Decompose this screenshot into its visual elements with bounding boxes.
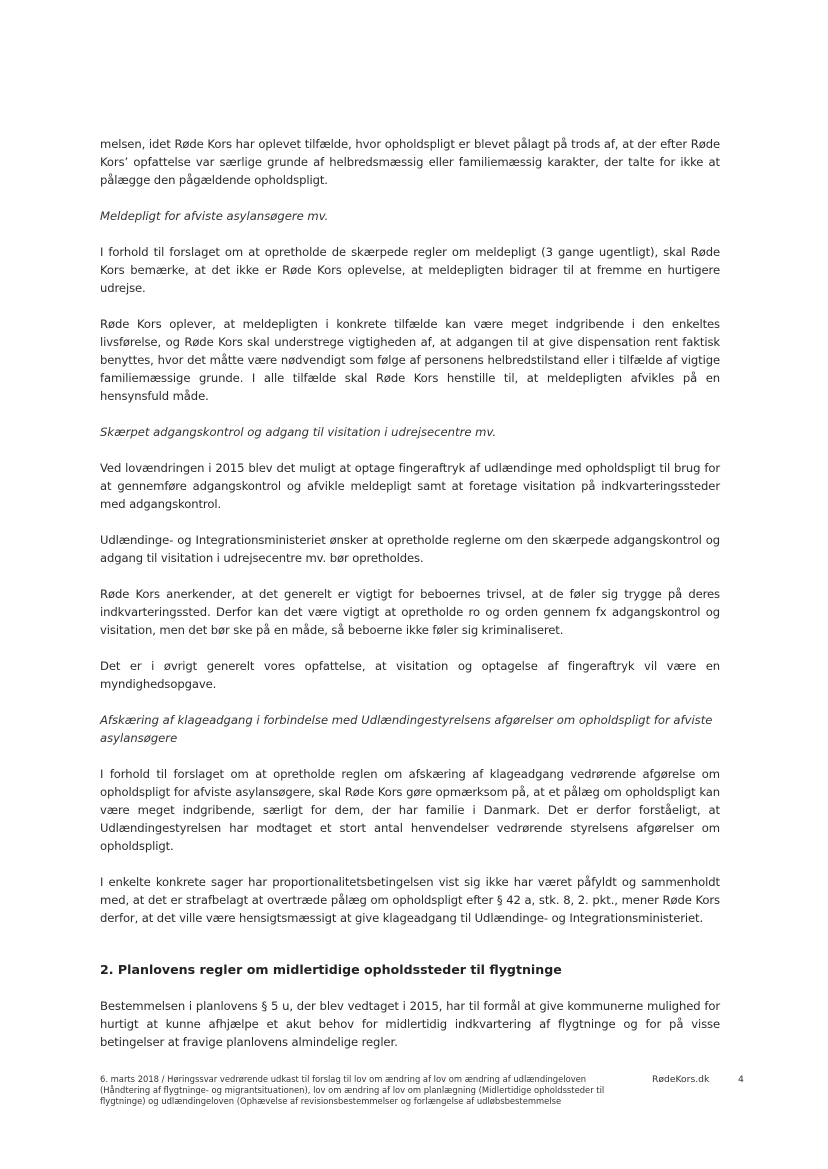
subheading: Afskæring af klageadgang i forbindelse med Udlændingestyrelsens afgørelser om opholdspligt for afviste asylansøgere <box>100 713 713 745</box>
paragraph: Røde Kors oplever, at meldepligten i konkrete tilfælde kan være meget indgribende i den enkeltes livsførelse, og Røde Kors skal understrege vigtigheden af, at adgangen til at give dispensation rent faktisk benyttes, hvor det måtte være nødvendigt som følge af personens helbredstilstand eller i tilfælde af vigtige familiemæssige grunde. I alle tilfælde skal Røde Kors henstille til, at meldepligten afvikles på en hensynsfuld måde. <box>100 317 720 403</box>
subheading: Meldepligt for afviste asylansøgere mv. <box>100 209 329 223</box>
paragraph: Røde Kors anerkender, at det generelt er vigtigt for beboernes trivsel, at de føler sig trygge på deres indkvarteringssted. Derfor kan det være vigtigt at opretholde ro og orden gennem fx adgangskontrol og visitation, men det bør ske på en måde, så beboerne ikke føler sig kriminaliseret. <box>100 587 720 637</box>
paragraph: Det er i øvrigt generelt vores opfattelse, at visitation og optagelse af fingeraftryk vil være en myndighedsopgave. <box>100 659 720 691</box>
paragraph: I enkelte konkrete sager har proportionalitetsbetingelsen vist sig ikke har været påfyldt og sammenholdt med, at det er strafbelagt at overtræde pålæg om opholdspligt efter § 42 a, stk. 8, 2. pkt., mener Røde Kors derfor, at det ville være hensigtsmæssigt at give klageadgang til Udlændinge- og Integrationsministeriet. <box>100 875 720 925</box>
paragraph: I forhold til forslaget om at opretholde de skærpede regler om meldepligt (3 gange ugentligt), skal Røde Kors bemærke, at det ikke er Røde Kors oplevelse, at meldepligten bidrager til at fremme en hurtigere udrejse. <box>100 245 720 295</box>
paragraph: Udlændinge- og Integrationsministeriet ønsker at opretholde reglerne om den skærpede adgangskontrol og adgang til visitation i udrejsecentre mv. bør opretholdes. <box>100 533 720 565</box>
paragraph: I forhold til forslaget om at opretholde reglen om afskæring af klageadgang vedrørende afgørelse om opholdspligt for afviste asylansøgere, skal Røde Kors gøre opmærksom på, at et pålæg om opholdspligt kan være meget indgribende, særligt for dem, der har familie i Danmark. Det er derfor forståeligt, at Udlændingestyrelsen har modtaget et stort antal henvendelser vedrørende styrelsens afgørelser om opholdspligt. <box>100 767 720 853</box>
paragraph: melsen, idet Røde Kors har oplevet tilfælde, hvor opholdspligt er blevet pålagt på trods af, at der efter Røde Kors’ opfattelse var særlige grunde af helbredsmæssig eller familiemæssig karakter, der talte for ikke at pålægge den pågældende opholdspligt. <box>100 137 720 187</box>
paragraph: Ved lovændringen i 2015 blev det muligt at optage fingeraftryk af udlændinge med opholdspligt til brug for at gennemføre adgangskontrol og afvikle meldepligt samt at foretage visitation på indkvarteringssteder med adgangskontrol. <box>100 461 720 511</box>
footer-text: 6. marts 2018 / Høringssvar vedrørende udkast til forslag til lov om ændring af lov om ændring af udlændingeloven (Håndtering af flygtninge- og migrantsituationen), lov om ændring af lov om planlægning (Midlertidige opholdssteder til flygtninge) og udlændingeloven (Ophævelse af revisionsbestemmelser og forlængelse af udløbsbestemmelse <box>100 1074 605 1106</box>
paragraph: Bestemmelsen i planlovens § 5 u, der blev vedtaget i 2015, har til formål at give kommunerne mulighed for hurtigt at kunne afhjælpe et akut behov for midlertidig indkvartering af flygtninge og for på visse betingelser at fravige planlovens almindelige regler. <box>100 999 720 1049</box>
section-heading: 2. Planlovens regler om midlertidige opholdssteder til flygtninge <box>100 962 562 977</box>
footer-site: RødeKors.dk <box>652 1074 710 1085</box>
page-content <box>100 135 720 1069</box>
page-number: 4 <box>738 1074 744 1085</box>
subheading: Skærpet adgangskontrol og adgang til visitation i udrejsecentre mv. <box>100 425 497 439</box>
